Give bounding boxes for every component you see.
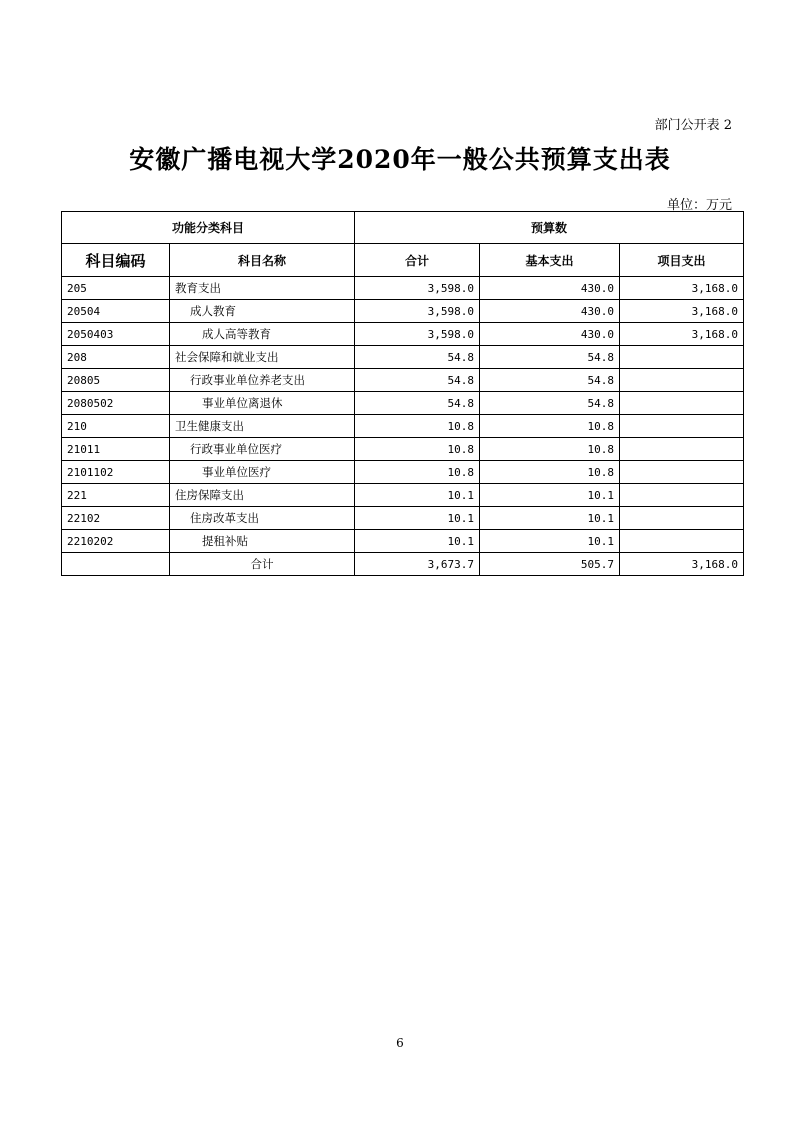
cell-name: 住房保障支出	[170, 484, 355, 507]
table-row	[62, 323, 744, 346]
cell-name: 行政事业单位医疗	[170, 438, 355, 461]
header-total: 合计	[355, 244, 480, 277]
cell-total: 3,598.0	[355, 277, 480, 300]
table-row	[62, 415, 744, 438]
cell-total: 54.8	[355, 369, 480, 392]
cell-code: 2101102	[62, 461, 170, 484]
cell-project: 3,168.0	[620, 277, 744, 300]
cell-basic: 54.8	[480, 369, 620, 392]
cell-name: 事业单位医疗	[170, 461, 355, 484]
table-row	[62, 530, 744, 553]
cell-code-empty	[62, 553, 170, 576]
cell-project	[620, 369, 744, 392]
budget-table	[61, 211, 744, 576]
page-title: 安徽广播电视大学2020年一般公共预算支出表	[129, 145, 671, 174]
cell-code: 210	[62, 415, 170, 438]
header-project: 项目支出	[620, 244, 744, 277]
cell-total: 3,598.0	[355, 300, 480, 323]
cell-total: 10.8	[355, 461, 480, 484]
document-label: 部门公开表 2	[654, 118, 732, 133]
cell-name: 成人教育	[170, 300, 355, 323]
cell-name: 行政事业单位养老支出	[170, 369, 355, 392]
table-row	[62, 392, 744, 415]
unit-label: 单位：万元	[666, 198, 732, 213]
cell-project	[620, 415, 744, 438]
summary-label: 合计	[170, 553, 355, 576]
table-row	[62, 277, 744, 300]
cell-project	[620, 507, 744, 530]
summary-basic: 505.7	[480, 553, 620, 576]
cell-code: 22102	[62, 507, 170, 530]
cell-project	[620, 484, 744, 507]
table-subheader-row	[62, 244, 744, 277]
cell-project	[620, 461, 744, 484]
cell-project	[620, 530, 744, 553]
table-row	[62, 484, 744, 507]
header-code: 科目编码	[62, 244, 170, 277]
cell-basic: 10.1	[480, 530, 620, 553]
table-row	[62, 438, 744, 461]
summary-project: 3,168.0	[620, 553, 744, 576]
cell-total: 10.8	[355, 438, 480, 461]
cell-project: 3,168.0	[620, 323, 744, 346]
cell-code: 20805	[62, 369, 170, 392]
cell-project: 3,168.0	[620, 300, 744, 323]
table-body	[62, 277, 744, 576]
cell-basic: 430.0	[480, 277, 620, 300]
cell-project	[620, 346, 744, 369]
cell-code: 208	[62, 346, 170, 369]
cell-basic: 54.8	[480, 392, 620, 415]
table-row	[62, 369, 744, 392]
cell-basic: 54.8	[480, 346, 620, 369]
cell-code: 2210202	[62, 530, 170, 553]
cell-project	[620, 438, 744, 461]
cell-code: 221	[62, 484, 170, 507]
page-number: 6	[396, 1036, 404, 1050]
header-budget: 预算数	[355, 212, 744, 244]
cell-total: 3,598.0	[355, 323, 480, 346]
cell-basic: 10.1	[480, 484, 620, 507]
cell-basic: 430.0	[480, 323, 620, 346]
cell-code: 20504	[62, 300, 170, 323]
table-row	[62, 461, 744, 484]
cell-total: 10.1	[355, 484, 480, 507]
summary-total: 3,673.7	[355, 553, 480, 576]
cell-name: 成人高等教育	[170, 323, 355, 346]
cell-total: 54.8	[355, 392, 480, 415]
cell-basic: 10.8	[480, 415, 620, 438]
table-header-row	[62, 212, 744, 244]
cell-basic: 430.0	[480, 300, 620, 323]
table-row	[62, 346, 744, 369]
cell-basic: 10.1	[480, 507, 620, 530]
header-name: 科目名称	[170, 244, 355, 277]
cell-code: 21011	[62, 438, 170, 461]
cell-name: 社会保障和就业支出	[170, 346, 355, 369]
cell-name: 提租补贴	[170, 530, 355, 553]
cell-project	[620, 392, 744, 415]
cell-name: 教育支出	[170, 277, 355, 300]
header-basic: 基本支出	[480, 244, 620, 277]
cell-total: 10.1	[355, 530, 480, 553]
cell-code: 205	[62, 277, 170, 300]
cell-name: 事业单位离退休	[170, 392, 355, 415]
cell-name: 卫生健康支出	[170, 415, 355, 438]
cell-basic: 10.8	[480, 438, 620, 461]
cell-total: 10.8	[355, 415, 480, 438]
cell-code: 2050403	[62, 323, 170, 346]
header-functional-category: 功能分类科目	[62, 212, 355, 244]
cell-code: 2080502	[62, 392, 170, 415]
cell-total: 54.8	[355, 346, 480, 369]
table-row	[62, 300, 744, 323]
table-row	[62, 507, 744, 530]
cell-total: 10.1	[355, 507, 480, 530]
cell-name: 住房改革支出	[170, 507, 355, 530]
summary-row	[62, 553, 744, 576]
cell-basic: 10.8	[480, 461, 620, 484]
